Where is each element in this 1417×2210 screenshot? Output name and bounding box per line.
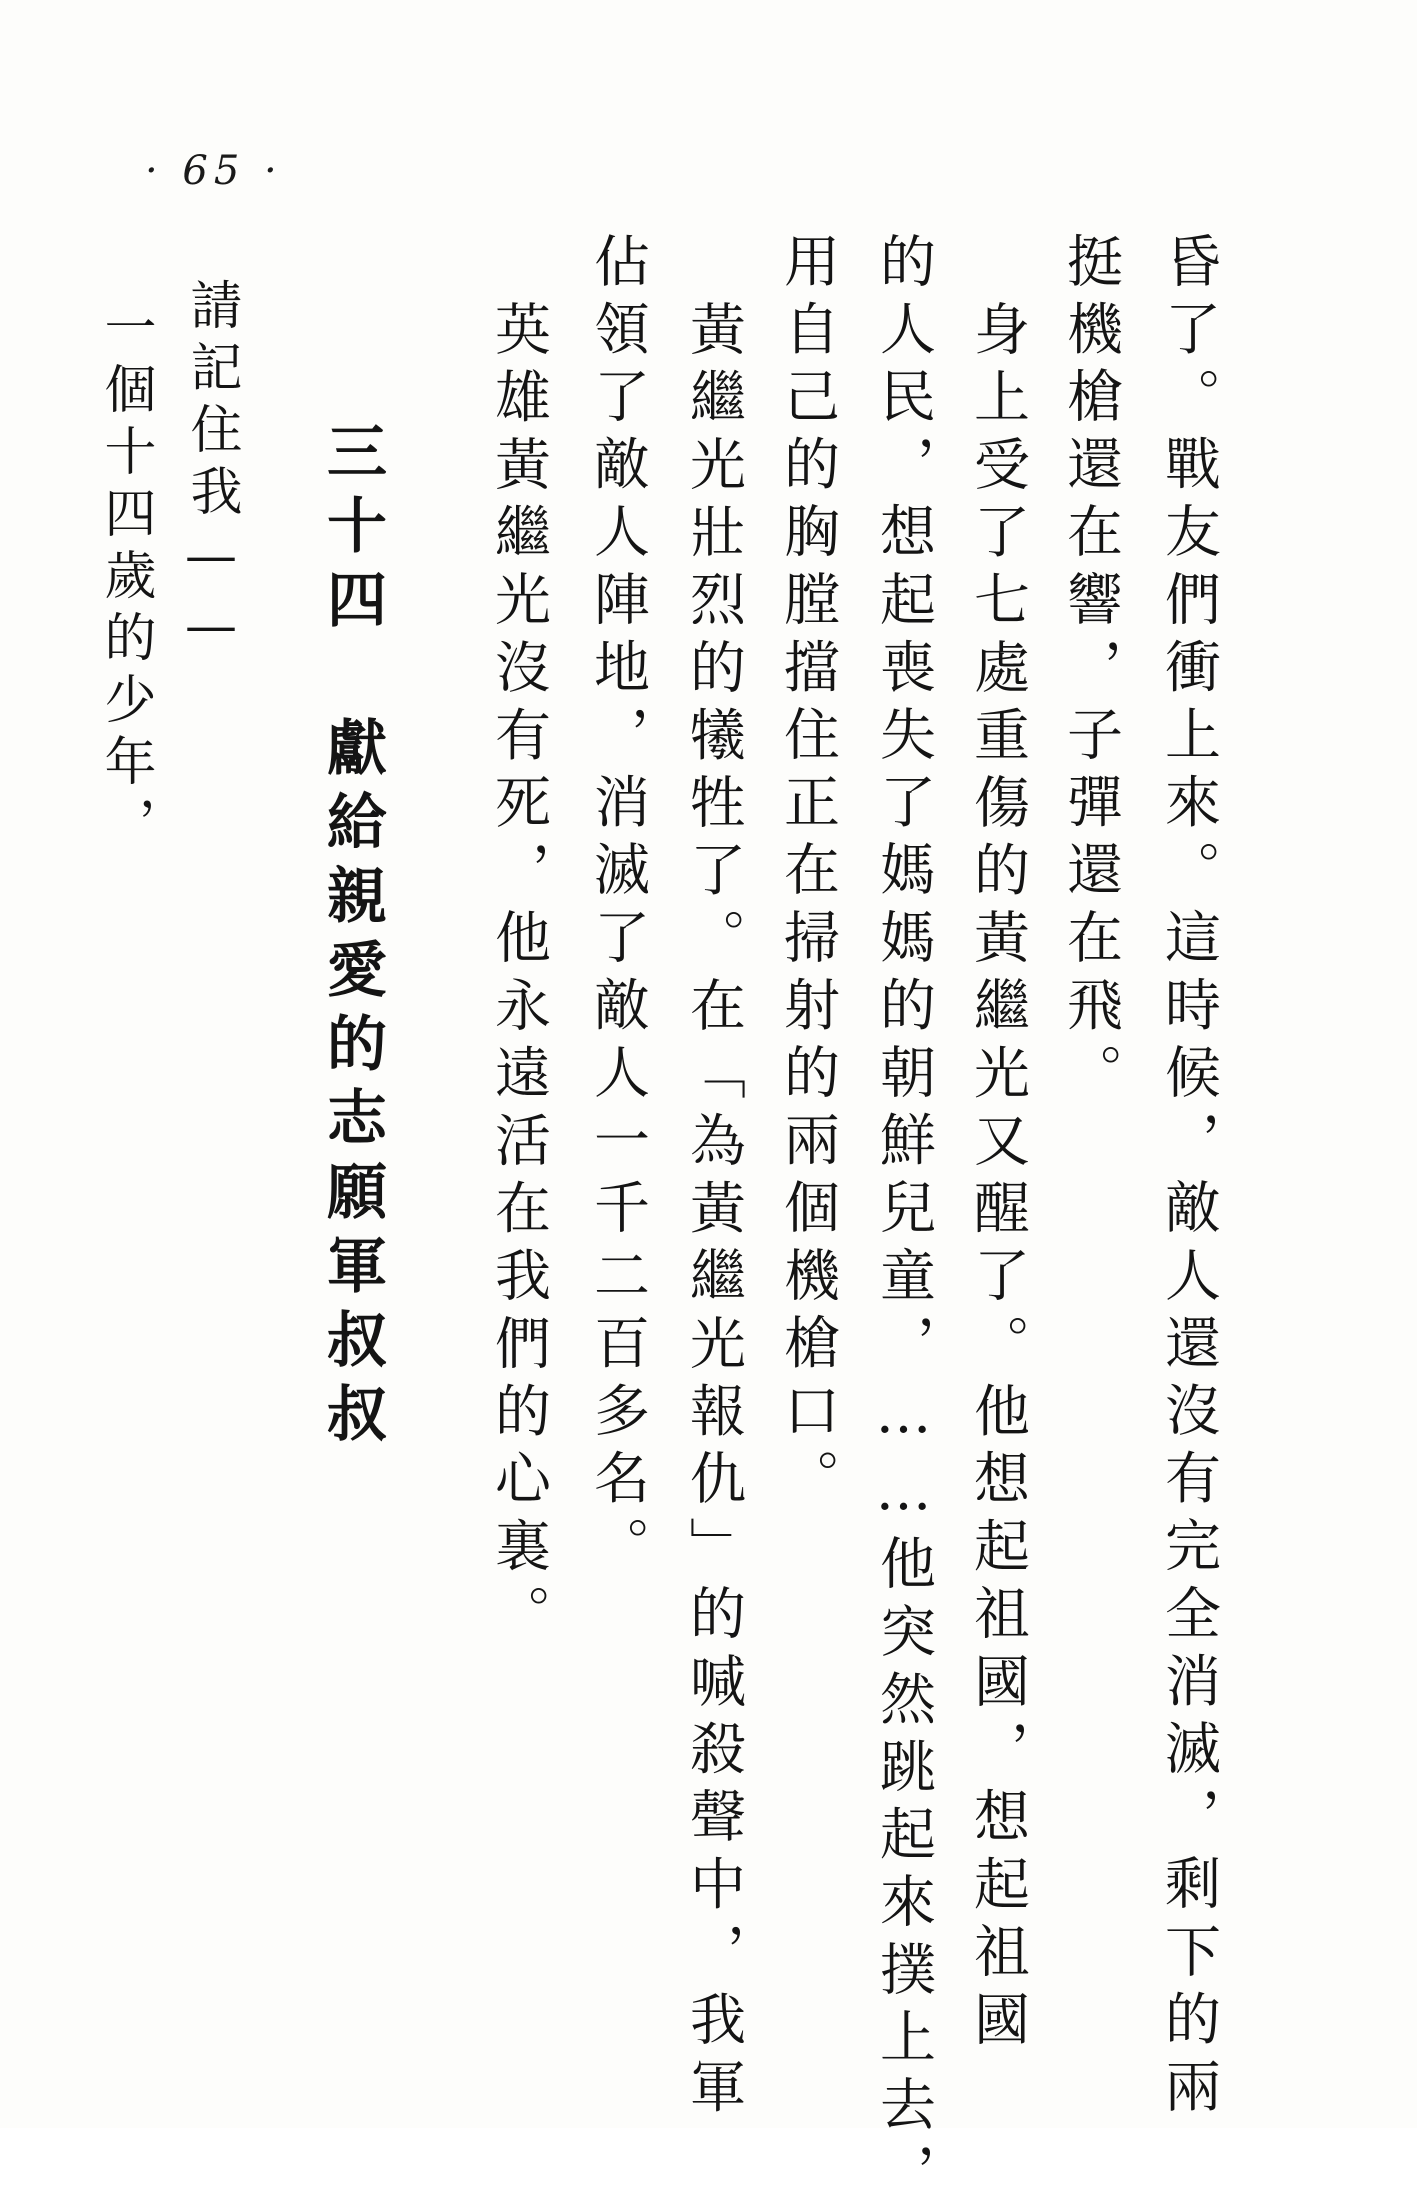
body-column-6: 黃繼光壯烈的犧牲了。在「為黃繼光報仇」的喊殺聲中，我軍: [681, 300, 746, 2126]
body-column-2: 挺機槍還在響，子彈還在飛。: [1058, 232, 1123, 1111]
body-column-5: 用自己的胸膛擋住正在掃射的兩個機槍口。: [775, 232, 840, 1517]
body-column-1: 昏了。戰友們衝上來。這時候，敵人還沒有完全消滅，剩下的兩: [1156, 232, 1221, 2125]
page-number: · 65 ·: [145, 148, 283, 194]
body-column-7: 佔領了敵人陣地，消滅了敵人一千二百多名。: [585, 232, 650, 1584]
body-column-8: 英雄黃繼光沒有死，他永遠活在我們的心裏。: [486, 300, 551, 1652]
body-column-3: 身上受了七處重傷的黃繼光又醒了。他想起祖國，想起祖國: [965, 300, 1030, 2058]
poem-line-2: 一個十四歲的少年，: [95, 300, 155, 858]
section-title: 三十四 獻給親愛的志願軍叔叔: [317, 420, 387, 1456]
body-column-4: 的人民，想起喪失了媽媽的朝鮮兒童，……他突然跳起來撲上去，: [871, 232, 936, 2210]
poem-line-1: 請記住我——: [181, 278, 241, 666]
